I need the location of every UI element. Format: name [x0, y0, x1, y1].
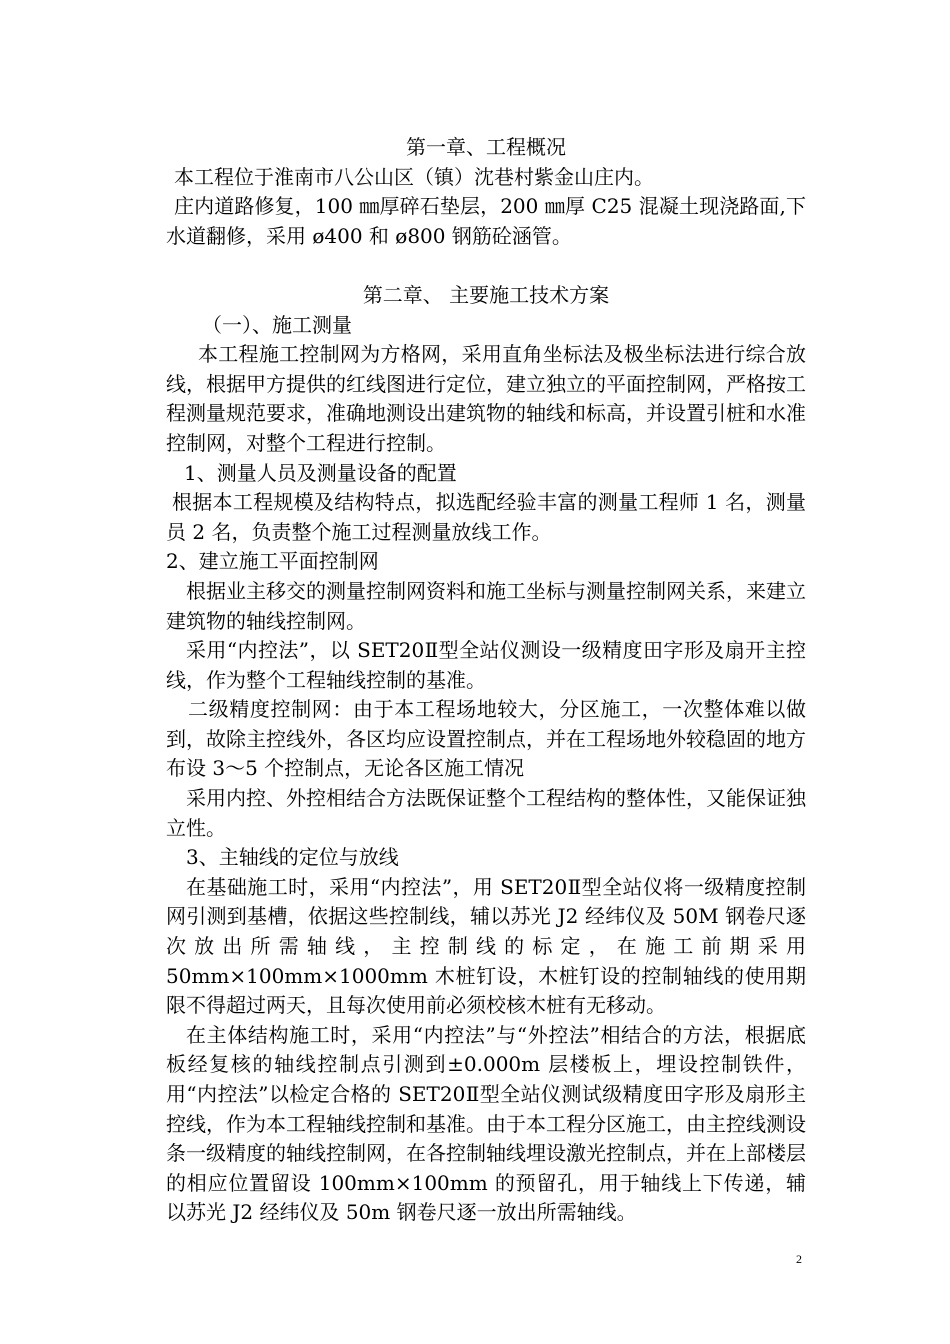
paragraph-control-network: 本工程施工控制网为方格网，采用直角坐标法及极坐标法进行综合放线，根据甲方提供的红线图进行定位，建立独立的平面控制网，严格按工程测量规范要求，准确地测设出建筑物的轴线和标高，并设置引桩和水准控制网，对整个工程进行控制。	[166, 342, 806, 455]
item-1-title: 1、测量人员及测量设备的配置	[184, 460, 457, 485]
chapter-1-title: 第一章、工程概况	[406, 135, 566, 159]
document-body	[166, 133, 806, 1228]
item-2-title: 2、建立施工平面控制网	[166, 549, 379, 574]
paragraph-project-scope: 庄内道路修复，100 ㎜厚碎石垫层，200 ㎜厚 C25 混凝土现浇路面,下水道翻修，采用 ø400 和 ø800 钢筋砼涵管。	[166, 194, 806, 248]
paragraph-main-structure-stage: 在主体结构施工时，采用“内控法”与“外控法”相结合的方法，根据底板经复核的轴线控制点引测到±0.000m 层楼板上，埋设控制铁件，用“内控法”以检定合格的 SET20Ⅱ型全站仪测试级精度田字形及扇形主控线，作为本工程轴线控制和基准。由于本工程分区施工，由主控线测设条一级精度的轴线控制网，在各控制轴线埋设激光控制点，并在上部楼层的相应位置留设 100mm×100mm 的预留孔，用于轴线上下传递，辅以苏光 J2 经纬仪及 50m 钢卷尺逐一放出所需轴线。	[166, 1022, 806, 1225]
paragraph-project-location: 本工程位于淮南市八公山区（镇）沈巷村紫金山庄内。	[174, 164, 654, 189]
section-1-title: （一）、施工测量	[202, 312, 352, 337]
page-number: 2	[796, 1252, 802, 1266]
paragraph-secondary-network: 二级精度控制网：由于本工程场地较大，分区施工，一次整体难以做到，故除主控线外，各区均应设置控制点，并在工程场地外较稳固的地方布设 3～5 个控制点，无论各区施工情况	[166, 697, 806, 781]
paragraph-internal-control: 采用“内控法”，以 SET20Ⅱ型全站仪测设一级精度田字形及扇开主控线，作为整个工程轴线控制的基准。	[166, 638, 806, 692]
paragraph-staffing: 根据本工程规模及结构特点，拟选配经验丰富的测量工程师 1 名，测量员 2 名，负责整个施工过程测量放线工作。	[166, 490, 806, 544]
blank-line	[166, 251, 806, 281]
paragraph-network-basis: 根据业主移交的测量控制网资料和施工坐标与测量控制网关系，来建立建筑物的轴线控制网。	[166, 578, 806, 633]
chapter-2-title: 第二章、 主要施工技术方案	[362, 282, 610, 307]
item-3-title: 3、主轴线的定位与放线	[186, 845, 399, 870]
paragraph-combined-method: 采用内控、外控相结合方法既保证整个工程结构的整体性，又能保证独立性。	[166, 786, 806, 840]
paragraph-foundation-stage: 在基础施工时，采用“内控法”，用 SET20Ⅱ型全站仪将一级精度控制网引测到基槽，依据这些控制线，辅以苏光 J2 经纬仪及 50M 钢卷尺逐次放出所需轴线，主控制线的标定，在施工前期采用 50mm×100mm×1000mm 木桩钉设，木桩钉设的控制轴线的使用期限不得超过两天，且每次使用前必须校核木桩有无移动。	[166, 874, 806, 1018]
